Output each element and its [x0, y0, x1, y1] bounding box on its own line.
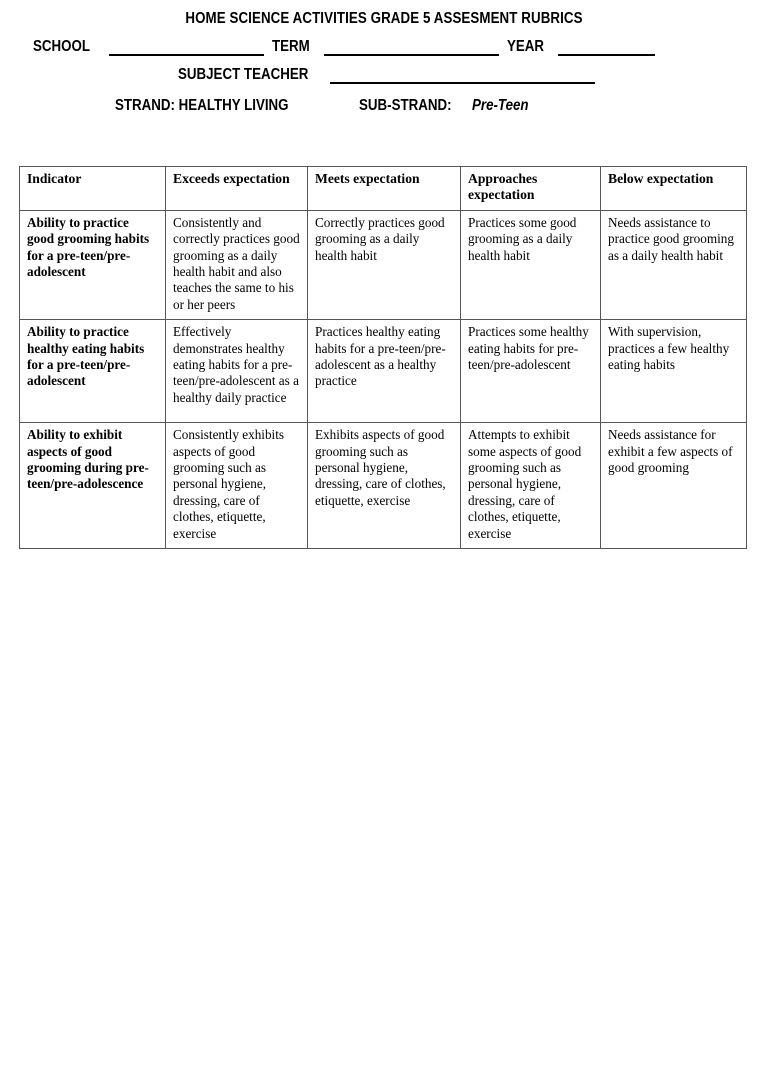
rubric-table	[19, 166, 747, 549]
sub-strand-value: Pre-Teen	[472, 97, 529, 114]
cell-indicator: Ability to exhibit aspects of good grooming during pre-teen/pre-adolescence	[20, 423, 166, 549]
column-header-indicator: Indicator	[20, 167, 166, 211]
table-header-row	[20, 167, 747, 211]
cell-exceeds: Consistently and correctly practices good grooming as a daily health habit and also teaches the same to his or her peers	[166, 210, 308, 319]
year-input[interactable]	[558, 54, 655, 56]
table-row	[20, 423, 747, 549]
cell-below: Needs assistance for exhibit a few aspects of good grooming	[601, 423, 747, 549]
cell-exceeds: Consistently exhibits aspects of good grooming such as personal hygiene, dressing, care of clothes, etiquette, exercise	[166, 423, 308, 549]
term-input[interactable]	[324, 54, 499, 56]
strand-label: STRAND: HEALTHY LIVING	[115, 97, 289, 114]
cell-meets: Exhibits aspects of good grooming such as personal hygiene, dressing, care of clothes, etiquette, exercise	[308, 423, 461, 549]
table-row	[20, 320, 747, 423]
column-header-below: Below expectation	[601, 167, 747, 211]
subject-teacher-line	[0, 62, 768, 88]
term-label: TERM	[272, 38, 311, 55]
cell-approaches: Practices some good grooming as a daily health habit	[461, 210, 601, 319]
cell-meets: Correctly practices good grooming as a daily health habit	[308, 210, 461, 319]
page-title: HOME SCIENCE ACTIVITIES GRADE 5 ASSESMENT RUBRICS	[185, 10, 583, 27]
cell-approaches: Practices some healthy eating habits for pre-teen/pre-adolescent	[461, 320, 601, 423]
cell-indicator: Ability to practice healthy eating habits for a pre-teen/pre-adolescent	[20, 320, 166, 423]
sub-strand-label: SUB-STRAND:	[358, 97, 452, 114]
table-row	[20, 210, 747, 319]
school-label: SCHOOL	[33, 38, 91, 55]
cell-approaches: Attempts to exhibit some aspects of good grooming such as personal hygiene, dressing, care of clothes, etiquette, exercise	[461, 423, 601, 549]
cell-meets: Practices healthy eating habits for a pre-teen/pre-adolescent as a healthy practice	[308, 320, 461, 423]
subject-teacher-input[interactable]	[330, 82, 595, 84]
document-header	[0, 0, 768, 119]
column-header-meets: Meets expectation	[308, 167, 461, 211]
year-label: YEAR	[507, 38, 545, 55]
subject-teacher-label: SUBJECT TEACHER	[178, 66, 309, 83]
cell-below: Needs assistance to practice good grooming as a daily health habit	[601, 210, 747, 319]
school-term-year-line	[0, 34, 768, 60]
cell-below: With supervision, practices a few healthy eating habits	[601, 320, 747, 423]
column-header-exceeds: Exceeds expectation	[166, 167, 308, 211]
school-input[interactable]	[109, 54, 264, 56]
rubric-table-container	[19, 166, 746, 549]
cell-exceeds: Effectively demonstrates healthy eating habits for a pre-teen/pre-adolescent as a healthy daily practice	[166, 320, 308, 423]
cell-indicator: Ability to practice good grooming habits for a pre-teen/pre-adolescent	[20, 210, 166, 319]
strand-line	[0, 93, 768, 119]
column-header-approaches: Approaches expectation	[461, 167, 601, 211]
